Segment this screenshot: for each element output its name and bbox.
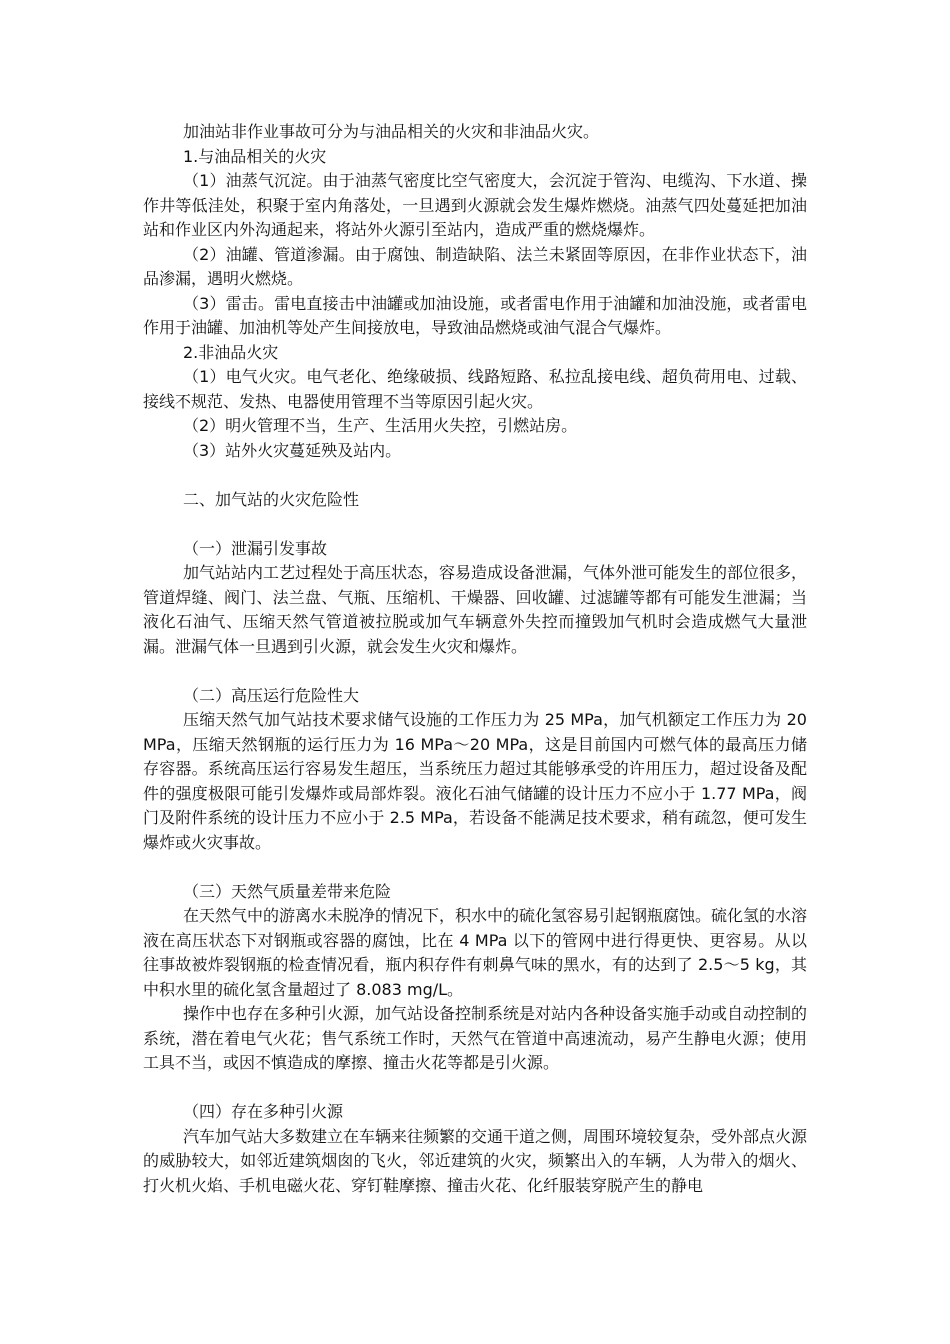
- paragraph-leak: 加气站站内工艺过程处于高压状态，容易造成设备泄漏，气体外泄可能发生的部位很多，管道焊缝、阀门、法兰盘、气瓶、压缩机、干燥器、回收罐、过滤罐等都有可能发生泄漏；当液化石油气、压缩天然气管道被拉脱或加气车辆意外失控而撞毁加气机时会造成燃气大量泄漏。泄漏气体一旦遇到引火源，就会发生火灾和爆炸。: [143, 563, 808, 656]
- chapter-heading-gas-station: 二、加气站的火灾危险性: [183, 489, 360, 509]
- subheading-ignition-sources: （四）存在多种引火源: [183, 1102, 344, 1121]
- paragraph-tank-leak: （2）油罐、管道渗漏。由于腐蚀、制造缺陷、法兰未紧固等原因，在非作业状态下，油品渗漏，遇明火燃烧。: [143, 244, 807, 288]
- paragraph-oil-vapor: （1）油蒸气沉淀。由于油蒸气密度比空气密度大，会沉淀于管沟、电缆沟、下水道、操作井等低洼处，积聚于室内角落处，一旦遇到火源就会发生爆炸燃烧。油蒸气四处蔓延把加油站和作业区内外沟通起来，将站外火源引至站内，造成严重的燃烧爆炸。: [143, 171, 807, 239]
- subheading-high-pressure: （二）高压运行危险性大: [183, 685, 360, 705]
- spacer: [143, 659, 807, 684]
- paragraph-external-fire: （3）站外火灾蔓延殃及站内。: [183, 440, 402, 460]
- section-heading-oil-fire: 1.与油品相关的火灾: [183, 146, 327, 166]
- section-heading-non-oil-fire: 2.非油品火灾: [183, 342, 279, 362]
- paragraph-gas-quality: 在天然气中的游离水未脱净的情况下，积水中的硫化氢容易引起钢瓶腐蚀。硫化氢的水溶液在高压状态下对钢瓶或容器的腐蚀，比在 4 MPa 以下的管网中进行得更快、更容易。从以往事故被炸裂钢瓶的检查情况看，瓶内积存件有刺鼻气味的黑水，有的达到了 2.5～5 kg，其中积水里的硫化氢含量超过了 8.083 mg/L。: [143, 906, 808, 999]
- paragraph-ignition-operation: 操作中也存在多种引火源，加气站设备控制系统是对站内各种设备实施手动或自动控制的系统，潜在着电气火花；售气系统工作时，天然气在管道中高速流动，易产生静电火源；使用工具不当，或因不慎造成的摩擦、撞击火花等都是引火源。: [143, 1004, 808, 1072]
- paragraph-high-pressure: 压缩天然气加气站技术要求储气设施的工作压力为 25 MPa，加气机额定工作压力为 20 MPa，压缩天然钢瓶的运行压力为 16 MPa～20 MPa，这是目前国内可燃气体的最高压力储存容器。系统高压运行容易发生超压，当系统压力超过其能够承受的许用压力，超过设备及配件的强度极限可能引发爆炸或局部炸裂。液化石油气储罐的设计压力不应小于 1.77 MPa，阀门及附件系统的设计压力不应小于 2.5 MPa，若设备不能满足技术要求，稍有疏忽，便可发生爆炸或火灾事故。: [143, 710, 807, 852]
- paragraph-lightning: （3）雷击。雷电直接击中油罐或加油设施，或者雷电作用于油罐和加油没施，或者雷电作用于油罐、加油机等处产生间接放电，导致油品燃烧或油气混合气爆炸。: [143, 293, 807, 337]
- paragraph-ignition-sources: 汽车加气站大多数建立在车辆来往频繁的交通干道之侧，周围环境较复杂，受外部点火源的威胁较大，如邻近建筑烟囱的飞火，邻近建筑的火灾，频繁出入的车辆，人为带入的烟火、打火机火焰、手机电磁火花、穿钉鞋摩擦、撞击火花、化纤服装穿脱产生的静电: [143, 1126, 808, 1195]
- spacer: [143, 1076, 807, 1101]
- document-body: [143, 120, 807, 1198]
- spacer: [143, 855, 807, 880]
- spacer: [143, 463, 807, 488]
- paragraph-open-flame: （2）明火管理不当，生产、生活用火失控，引燃站房。: [183, 416, 578, 435]
- spacer: [143, 512, 807, 537]
- intro-paragraph: 加油站非作业事故可分为与油品相关的火灾和非油品火灾。: [183, 122, 600, 141]
- subheading-gas-quality: （三）天然气质量差带来危险: [183, 881, 392, 901]
- paragraph-electrical-fire: （1）电气火灾。电气老化、绝缘破损、线路短路、私拉乱接电线、超负荷用电、过载、接线不规范、发热、电器使用管理不当等原因引起火灾。: [143, 367, 807, 411]
- subheading-leak: （一）泄漏引发事故: [183, 538, 328, 558]
